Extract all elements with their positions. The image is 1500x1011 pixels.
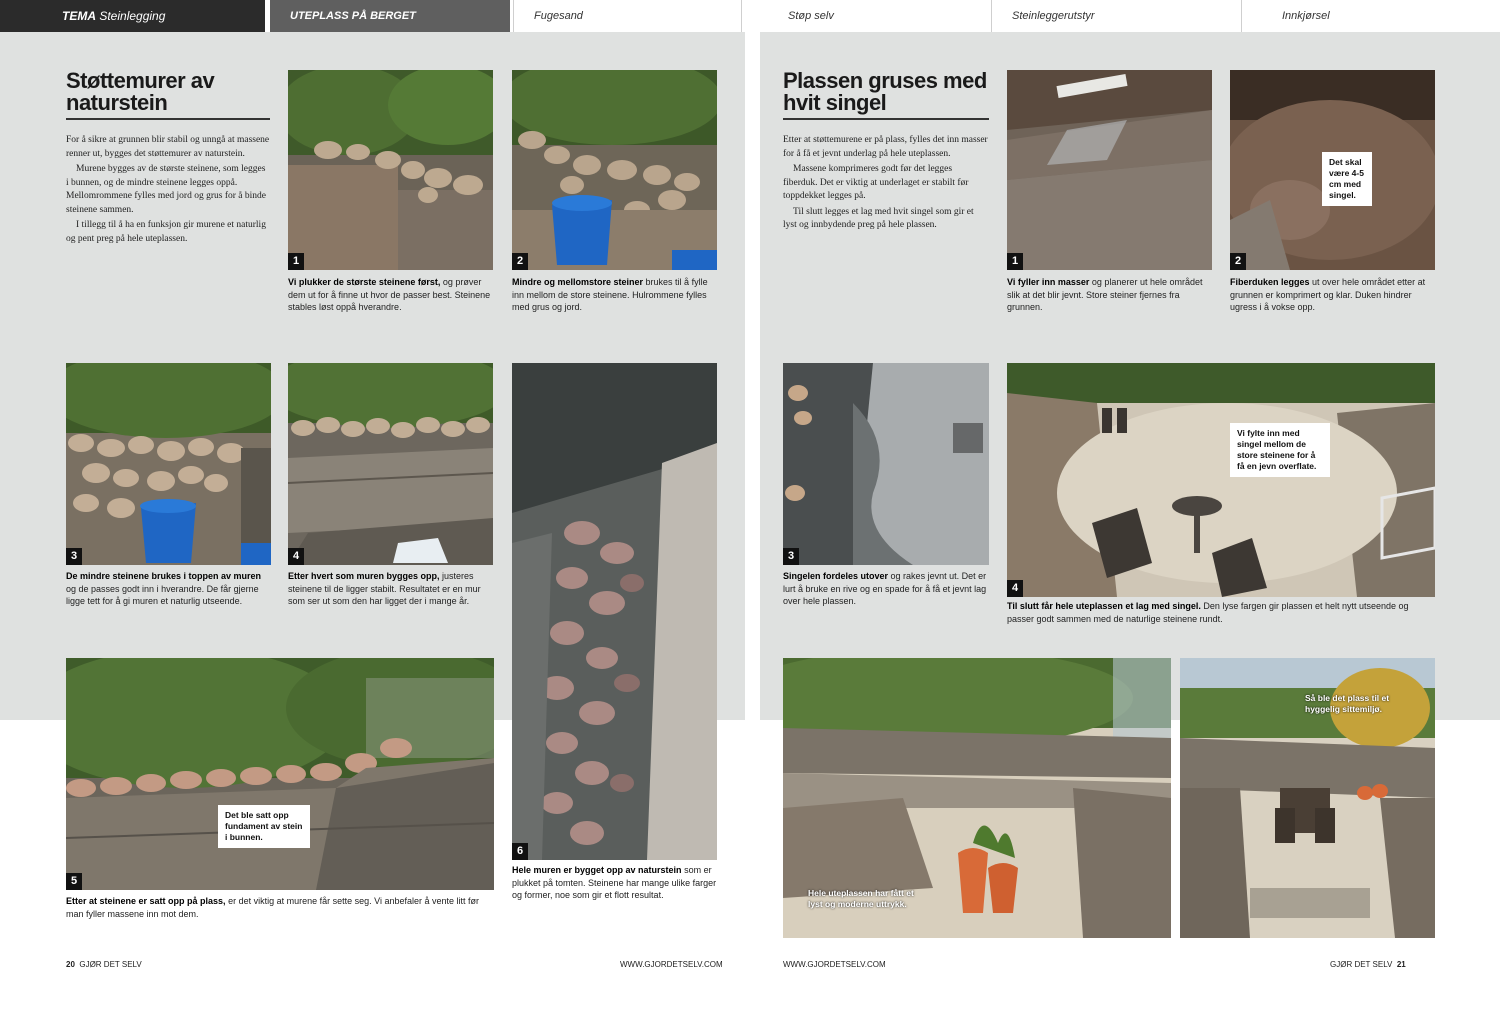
right-footer-brand: GJØR DET SELV	[1330, 960, 1393, 969]
r-photo-2-number: 2	[1230, 253, 1246, 270]
r-photo-3-number: 3	[783, 548, 799, 565]
nav-item-fugesand[interactable]: Fugesand	[513, 0, 741, 32]
caption-2-lead: Mindre og mellomstore steiner	[512, 277, 644, 287]
nav-item-steinleggerutstyr[interactable]: Steinleggerutstyr	[991, 0, 1241, 32]
callout-fill-gravel: Vi fylte inn med singel mellom de store steinene for å få en jevn overflate.	[1230, 423, 1330, 477]
photo-wall-step-6-image	[512, 363, 717, 860]
r-caption-3-lead: Singelen fordeles utover	[783, 571, 889, 581]
left-footer-brand: GJØR DET SELV	[79, 960, 142, 969]
photo-gravel-step-3-image	[783, 363, 989, 565]
right-page-number: 21	[1396, 960, 1406, 969]
photo-wall-step-5	[66, 658, 494, 890]
left-footer-page	[66, 960, 142, 969]
photo-2-number: 2	[512, 253, 528, 270]
caption-3-text: og de passes godt inn i hverandre. De får gjerne ligge tett for å gi muren et naturlig utseende.	[66, 583, 259, 606]
photo-gravel-step-4	[1007, 363, 1435, 597]
left-intro-p3: I tillegg til å ha en funksjon gir murene et naturlig og pent preg på hele uteplassen.	[66, 220, 266, 244]
photo-6-number: 6	[512, 843, 528, 860]
photo-wall-step-4-image	[288, 363, 493, 565]
right-footer-page	[1330, 960, 1406, 969]
right-intro-p1: Etter at støttemurene er på plass, fylles det inn masser for å få et jevnt underlag på hele uteplassen.	[783, 135, 988, 159]
photo-wall-step-1	[288, 70, 493, 270]
caption-4-lead: Etter hvert som muren bygges opp,	[288, 571, 440, 581]
top-nav	[0, 0, 1500, 32]
right-headline-rule	[783, 118, 989, 120]
photo-wall-step-3	[66, 363, 271, 565]
caption-6-text: som er plukket på tomten. Steinene har mange ulike farger og former, noe som gir et flott resultat.	[512, 865, 717, 900]
r-caption-3-text: og rakes jevnt ut. Det er lurt å bruke en rive og en spade for å få et jevnt lag over hele plassen.	[783, 571, 987, 606]
nav-item-stop-selv[interactable]: Støp selv	[741, 0, 991, 32]
caption-1-lead: Vi plukker de største steinene først,	[288, 277, 441, 287]
photo-1-number: 1	[288, 253, 304, 270]
caption-1	[288, 276, 493, 314]
left-footer-url[interactable]: WWW.GJORDETSELV.COM	[620, 960, 723, 969]
right-headline: Plassen gruses med hvit singel	[783, 68, 987, 115]
photo-3-number: 3	[66, 548, 82, 565]
left-headline: Støttemurer av naturstein	[66, 68, 215, 115]
left-intro	[66, 134, 270, 248]
photo-wall-step-5-image	[66, 658, 494, 890]
nav-theme-label: TEMA	[62, 9, 96, 23]
photo-5-number: 5	[66, 873, 82, 890]
photo-wall-step-6	[512, 363, 717, 860]
r-caption-2-text: ut over hele området etter at grunnen er komprimert og klar. Duken hindrer ugress i å vokse opp.	[1230, 277, 1426, 312]
caption-2	[512, 276, 717, 314]
photo-wall-step-1-image	[288, 70, 493, 270]
caption-6-lead: Hele muren er bygget opp av naturstein	[512, 865, 682, 875]
r-caption-2	[1230, 276, 1435, 314]
photo-result-seating	[1180, 658, 1435, 938]
photo-result-terrace	[783, 658, 1171, 938]
callout-bright-look: Hele uteplassen har fått et lyst og moderne uttrykk.	[808, 888, 914, 909]
r-caption-4-lead: Til slutt får hele uteplassen et lag med singel.	[1007, 601, 1201, 611]
caption-4-text: justeres steinene til de ligger stabilt. Resultatet er en mur som ser ut som den har ligget der i mange år.	[288, 571, 481, 606]
caption-5-text: er det viktig at murene får sette seg. Vi anbefaler å vente litt før man fyller massene inn mot dem.	[66, 896, 480, 919]
caption-1-text: og prøver dem ut for å finne ut hvor de passer best. Steinene stables løst oppå hverandre.	[288, 277, 491, 312]
photo-wall-step-3-image	[66, 363, 271, 565]
photo-gravel-step-1-image	[1007, 70, 1212, 270]
caption-4	[288, 570, 493, 608]
r-caption-4-text: Den lyse fargen gir plassen et helt nytt utseende og passer godt sammen med de naturlige steinene rundt.	[1007, 601, 1409, 624]
r-caption-4	[1007, 600, 1435, 625]
caption-2-text: brukes til å fylle inn mellom de store steinene. Hulrommene fylles med grus og jord.	[512, 277, 708, 312]
right-footer-url[interactable]: WWW.GJORDETSELV.COM	[783, 960, 886, 969]
photo-gravel-step-2	[1230, 70, 1435, 270]
photo-wall-step-2-image	[512, 70, 717, 270]
right-intro	[783, 134, 989, 235]
r-photo-1-number: 1	[1007, 253, 1023, 270]
callout-foundation: Det ble satt opp fundament av stein i bunnen.	[218, 805, 310, 848]
photo-wall-step-2	[512, 70, 717, 270]
left-intro-p1: For å sikre at grunnen blir stabil og unngå at massene renner ut, bygges det støttemurer av naturstein.	[66, 135, 270, 159]
photo-wall-step-4	[288, 363, 493, 565]
caption-6	[512, 864, 717, 902]
right-intro-p3: Til slutt legges et lag med hvit singel som gir et lyst og innbydende preg på hele plassen.	[783, 206, 974, 230]
callout-seating-area: Så ble det plass til et hyggelig sittemiljø.	[1305, 693, 1390, 714]
r-caption-2-lead: Fiberduken legges	[1230, 277, 1310, 287]
r-caption-1	[1007, 276, 1212, 314]
photo-4-number: 4	[288, 548, 304, 565]
callout-gravel-depth: Det skal være 4-5 cm med singel.	[1322, 152, 1372, 206]
left-page-number: 20	[66, 960, 75, 969]
caption-3-lead: De mindre steinene brukes i toppen av muren	[66, 571, 262, 581]
left-headline-rule	[66, 118, 270, 120]
r-caption-3	[783, 570, 989, 608]
photo-gravel-step-4-image	[1007, 363, 1435, 597]
caption-5-lead: Etter at steinene er satt opp på plass,	[66, 896, 226, 906]
nav-active-tab[interactable]: UTEPLASS PÅ BERGET	[270, 0, 510, 32]
r-photo-4-number: 4	[1007, 580, 1023, 597]
caption-5	[66, 895, 494, 920]
r-caption-1-lead: Vi fyller inn masser	[1007, 277, 1090, 287]
photo-gravel-step-3	[783, 363, 989, 565]
nav-theme-value: Steinlegging	[99, 9, 166, 23]
left-intro-p2: Murene bygges av de største steinene, som legges i bunnen, og de mindre steinene legges oppå. Mellomrommene fylles med jord og grus for å binde steinene sammen.	[66, 164, 266, 215]
nav-item-innkjorsel[interactable]: Innkjørsel	[1241, 0, 1500, 32]
nav-theme-tab[interactable]	[0, 0, 265, 32]
photo-gravel-step-1	[1007, 70, 1212, 270]
r-caption-1-text: og planerer ut hele området slik at det blir jevnt. Store steiner fjernes fra grunnen.	[1007, 277, 1203, 312]
right-intro-p2: Massene komprimeres godt før det legges fiberduk. Det er viktig at underlaget er stabilt før toppdekket legges på.	[783, 164, 969, 201]
caption-3	[66, 570, 271, 608]
